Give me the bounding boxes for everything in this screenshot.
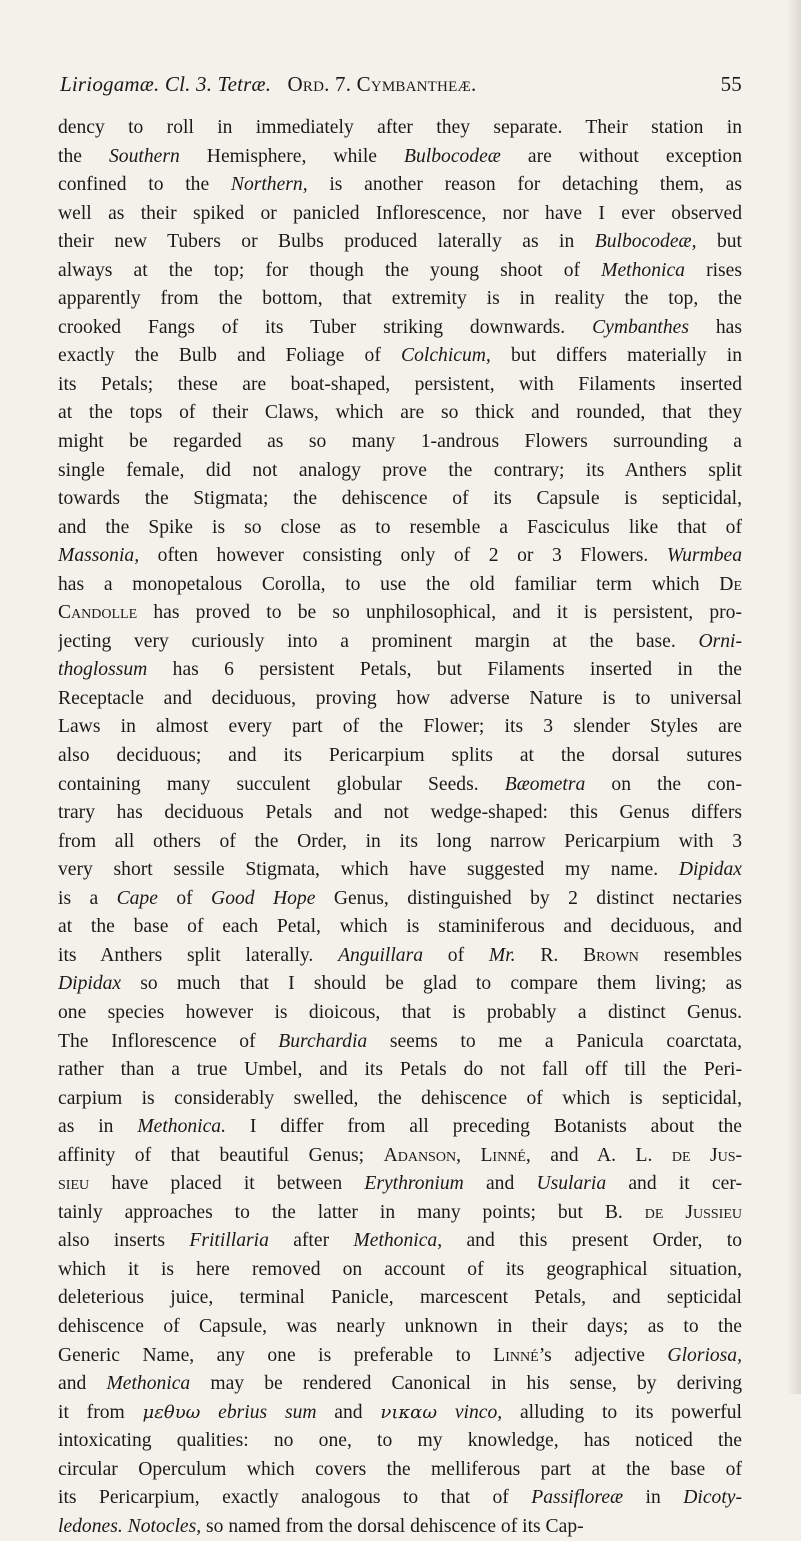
page-edge-shadow [787,0,801,1394]
italic-term: Erythronium [364,1173,464,1195]
text-run: of [157,887,212,909]
text-run: circular Operculum which covers the melliferous part at the base of [58,1458,742,1480]
text-line [58,1170,742,1199]
text-run: has proved to be so unphilosophical, and it is persistent, pro- [137,602,742,624]
text-run: also deciduous; and its Pericarpium splits at the dorsal sutures [58,745,742,767]
text-line [58,542,742,571]
text-run: and it cer- [606,1173,742,1195]
text-line [58,314,742,343]
text-run: its Petals; these are boat-shaped, persistent, with Filaments inserted [58,373,742,395]
small-caps-name: Linné [480,1144,526,1166]
text-line [58,1199,742,1228]
text-run: on the con- [585,773,742,795]
italic-term: Southern [109,145,180,167]
text-run: exactly the Bulb and Foliage of [58,345,402,367]
text-line [58,970,742,999]
text-run: resembles [638,944,742,966]
text-run: one species however is dioicous, that is probably a distinct Genus. [58,1001,742,1023]
italic-term: Gloriosa, [667,1344,742,1366]
text-run: single female, did not analogy prove the contrary; its Anthers split [58,459,742,481]
text-line [58,1513,742,1541]
italic-term: thoglossum [58,659,148,681]
text-run: as in [58,1116,138,1138]
text-run: Hemisphere, while [179,145,405,167]
text-line [58,257,742,286]
text-run: ’s adjective [538,1344,668,1366]
text-line [58,399,742,428]
text-run: after [268,1230,354,1252]
text-line [58,1284,742,1313]
italic-term: Methonica [106,1373,191,1395]
text-run: its Pericarpium, exactly analogous to that of [58,1487,532,1509]
italic-term: Fritillaria [189,1230,269,1252]
italic-term: Bulbocodeæ, [594,231,697,253]
text-line [58,1142,742,1171]
text-run: may be rendered Canonical in his sense, by deriving [190,1373,742,1395]
small-caps-name: sieu [58,1173,90,1195]
text-run: so named from the dorsal dehiscence of its Cap- [201,1515,584,1537]
text-line [58,457,742,486]
text-run: often however consisting only of 2 or 3 Flowers. [139,545,667,567]
text-line [58,1484,742,1513]
text-run: but [696,231,742,253]
italic-term: Mr. [488,944,516,966]
text-run: are without exception [500,145,742,167]
text-run: has [688,316,742,338]
text-line [58,428,742,457]
italic-term: ledones. [58,1515,123,1537]
italic-term: Wurmbea [666,545,742,567]
italic-term: vinco, [454,1401,503,1423]
text-run: and [463,1173,537,1195]
text-run: at the base of each Petal, which is staminiferous and deciduous, and [58,916,742,938]
text-run: dency to roll in immediately after they separate. Their station in [58,117,742,138]
text-line [58,1113,742,1142]
text-line [58,742,742,771]
text-line [58,200,742,229]
text-run: the [58,145,109,167]
text-line [58,143,742,172]
italic-term: Northern, [230,174,308,196]
text-run: and [316,1401,381,1423]
italic-term: Burchardia [278,1030,368,1052]
text-run: from all others of the Order, in its long narrow Pericarpium with 3 [58,830,742,852]
text-line [58,999,742,1028]
text-line [58,685,742,714]
text-run: containing many succulent globular Seeds. [58,773,505,795]
text-run: confined to the [58,174,231,196]
text-line [58,885,742,914]
italic-term: Methonica. [137,1116,227,1138]
text-line [58,856,742,885]
greek-word: νικαω [380,1401,438,1423]
text-run: R. [515,944,584,966]
text-run: towards the Stigmata; the dehiscence of its Capsule is septicidal, [58,488,742,510]
text-run: so much that I should be glad to compare them living; as [121,973,742,995]
text-run: might be regarded as so many 1-androus Flowers surrounding a [58,431,742,453]
text-line [58,656,742,685]
text-run: trary has deciduous Petals and not wedge-shaped: this Genus differs [58,802,742,824]
small-caps-name: Candolle [58,602,138,624]
text-line [58,599,742,628]
text-line [58,1427,742,1456]
text-line [58,713,742,742]
text-line [58,799,742,828]
text-run: of [423,944,489,966]
italic-term: Bæometra [504,773,586,795]
italic-term: Methonica, [353,1230,443,1252]
text-run: tainly approaches to the latter in many points; but B. [58,1201,645,1223]
italic-term: Dipidax [58,973,122,995]
text-line [58,1399,742,1428]
italic-term: Dipidax [678,859,742,881]
text-run: crooked Fangs of its Tuber striking downwards. [58,316,593,338]
text-run: dehiscence of Capsule, was nearly unknown in their days; as to the [58,1315,742,1337]
text-run: it from [58,1401,143,1423]
text-line [58,571,742,600]
text-run: intoxicating qualities: no one, to my knowledge, has noticed the [58,1430,742,1452]
text-run: its Anthers split laterally. [58,944,339,966]
text-line [58,1456,742,1485]
text-run: is another reason for detaching them, as [307,174,742,196]
italic-term: Massonia, [58,545,140,567]
text-run: is a [58,887,117,909]
text-line [58,1370,742,1399]
text-line [58,828,742,857]
text-line [58,1085,742,1114]
text-line [58,1342,742,1371]
text-line [58,171,742,200]
text-run: but differs materially in [490,345,742,367]
text-run: I differ from all preceding Botanists about the [226,1116,742,1138]
small-caps-name: de Jus- [671,1144,742,1166]
small-caps-name: Adanson [383,1144,457,1166]
text-run: Laws in almost every part of the Flower; its 3 slender Styles are [58,716,742,738]
italic-term: Usularia [536,1173,607,1195]
greek-word: μεθυω [142,1401,201,1423]
text-run: apparently from the bottom, that extremity is in reality the top, the [58,288,742,310]
text-run: affinity of that beautiful Genus; [58,1144,384,1166]
text-run: Genus, distinguished by 2 distinct nectaries [315,887,742,909]
running-head [60,72,742,106]
text-run: and [58,1373,107,1395]
text-line [58,1227,742,1256]
text-line [58,1056,742,1085]
text-line [58,485,742,514]
italic-term: Methonica [601,259,685,281]
small-caps-name: de Jussieu [644,1201,742,1223]
text-run: in [623,1487,684,1509]
text-run: The Inflorescence of [58,1030,279,1052]
text-run: their new Tubers or Bulbs produced laterally as in [58,231,595,253]
text-run: rises [684,259,742,281]
text-run: very short sessile Stigmata, which have suggested my name. [58,859,679,881]
text-run: have placed it between [89,1173,365,1195]
text-run: Generic Name, any one is preferable to [58,1344,494,1366]
italic-term: Bulbocodeæ [404,145,501,167]
text-run: and this present Order, to [442,1230,742,1252]
text-run: alluding to its powerful [502,1401,742,1423]
text-run: which it is here removed on account of its geographical situation, [58,1258,742,1280]
text-run: always at the top; for though the young shoot of [58,259,602,281]
text-line [58,1256,742,1285]
italic-term: Passifloreæ [531,1487,624,1509]
text-run: seems to me a Panicula coarctata, [367,1030,742,1052]
text-run: also inserts [58,1230,190,1252]
text-run: rather than a true Umbel, and its Petals do not fall off till the Peri- [58,1059,742,1081]
text-run: , [456,1144,481,1166]
running-head-class: Liriogamæ. Cl. 3. Tetræ. [60,72,272,96]
small-caps-name: De [719,573,742,595]
text-run: has a monopetalous Corolla, to use the old familiar term which [58,573,720,595]
text-run: deleterious juice, terminal Panicle, marcescent Petals, and septicidal [58,1287,742,1309]
text-line [58,942,742,971]
text-line [58,771,742,800]
text-run: and the Spike is so close as to resemble a Fasciculus like that of [58,516,742,538]
italic-term: Good Hope [211,887,316,909]
text-line [58,514,742,543]
text-line [58,371,742,400]
italic-term: Notocles, [127,1515,202,1537]
italic-term: Dicoty- [683,1487,742,1509]
text-line [58,1028,742,1057]
body-paragraph [58,114,742,1541]
text-run: well as their spiked or panicled Inflorescence, nor have I ever observed [58,202,742,224]
text-run: has 6 persistent Petals, but Filaments inserted in the [147,659,742,681]
italic-term: Cymbanthes [592,316,689,338]
italic-term: ebrius sum [218,1401,317,1423]
page-number: 55 [720,72,742,96]
text-line [58,114,742,143]
italic-term: Colchicum, [401,345,491,367]
text-line [58,628,742,657]
text-line [58,913,742,942]
small-caps-name: Brown [583,944,639,966]
italic-term: Orni- [698,630,742,652]
italic-term: Anguillara [338,944,424,966]
text-run: Receptacle and deciduous, proving how adverse Nature is to universal [58,687,742,709]
text-line [58,342,742,371]
text-run: carpium is considerably swelled, the dehiscence of which is septicidal, [58,1087,742,1109]
running-head-order: Ord. 7. Cymbantheæ. [287,72,477,96]
text-line [58,228,742,257]
text-line [58,1313,742,1342]
text-line [58,285,742,314]
text-run: jecting very curiously into a prominent margin at the base. [58,630,699,652]
text-run: at the tops of their Claws, which are so thick and rounded, that they [58,402,742,424]
italic-term: Cape [116,887,158,909]
text-run [200,1402,218,1423]
small-caps-name: Linné [493,1344,539,1366]
text-run [437,1402,455,1423]
text-run: , and A. L. [525,1144,672,1166]
